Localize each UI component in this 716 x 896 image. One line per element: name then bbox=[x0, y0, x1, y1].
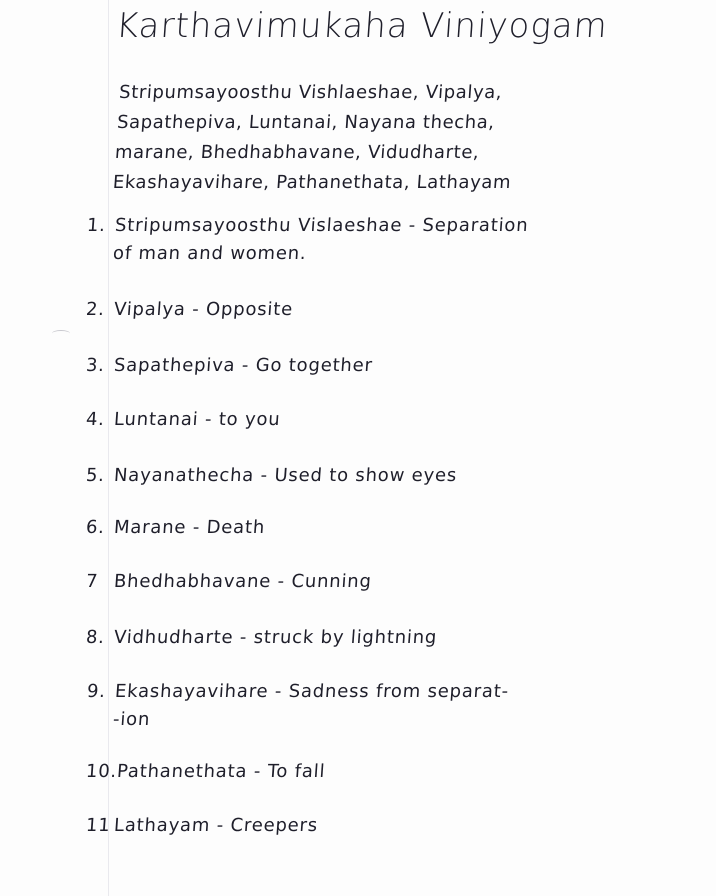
item-number: 3. bbox=[85, 355, 106, 376]
item-text: Bhedhabhavane - Cunning bbox=[113, 571, 373, 592]
item-text: Ekashayavihare - Sadness from separat- bbox=[114, 681, 510, 702]
item-text: Pathanethata - To fall bbox=[116, 761, 327, 782]
item-text: Lathayam - Creepers bbox=[113, 815, 319, 836]
item-text: Luntanai - to you bbox=[113, 409, 282, 430]
item-number: 6. bbox=[85, 517, 106, 538]
item-number: 4. bbox=[85, 409, 106, 430]
item-text: Marane - Death bbox=[113, 517, 266, 538]
list-item bbox=[85, 352, 713, 380]
item-number: 9. bbox=[86, 681, 107, 702]
item-number: 5. bbox=[85, 465, 106, 486]
item-number: 11 bbox=[85, 815, 112, 836]
list-item bbox=[85, 568, 713, 596]
list-item bbox=[85, 296, 713, 324]
pencil-mark bbox=[52, 330, 70, 337]
item-number: 7 bbox=[85, 571, 100, 592]
summary-line: Stripumsayoosthu Vishlaeshae, Vipalya, bbox=[118, 82, 503, 103]
list-item bbox=[84, 678, 714, 734]
item-number: 8. bbox=[85, 627, 106, 648]
summary-paragraph bbox=[112, 78, 716, 198]
item-text: Vidhudharte - struck by lightning bbox=[113, 627, 438, 648]
list-item bbox=[85, 758, 713, 786]
list-item bbox=[85, 406, 713, 434]
item-text: Vipalya - Opposite bbox=[113, 299, 294, 320]
list-item bbox=[85, 812, 713, 840]
item-continuation: -ion bbox=[112, 709, 151, 730]
item-continuation: of man and women. bbox=[112, 243, 308, 264]
summary-line: Ekashayavihare, Pathanethata, Lathayam bbox=[112, 172, 512, 193]
item-number: 2. bbox=[85, 299, 106, 320]
item-number: 10. bbox=[85, 761, 118, 782]
item-text: Sapathepiva - Go together bbox=[113, 355, 374, 376]
summary-line: Sapathepiva, Luntanai, Nayana thecha, bbox=[116, 112, 496, 133]
summary-line: marane, Bhedhabhavane, Vidudharte, bbox=[114, 142, 481, 163]
item-number: 1. bbox=[86, 215, 107, 236]
list-item bbox=[85, 462, 713, 490]
list-item bbox=[85, 624, 713, 652]
list-item bbox=[84, 212, 714, 268]
item-text: Nayanathecha - Used to show eyes bbox=[113, 465, 458, 486]
item-text: Stripumsayoosthu Vislaeshae - Separation bbox=[114, 215, 530, 236]
page-title: Karthavimukaha Viniyogam bbox=[114, 6, 610, 46]
list-item bbox=[85, 514, 713, 542]
